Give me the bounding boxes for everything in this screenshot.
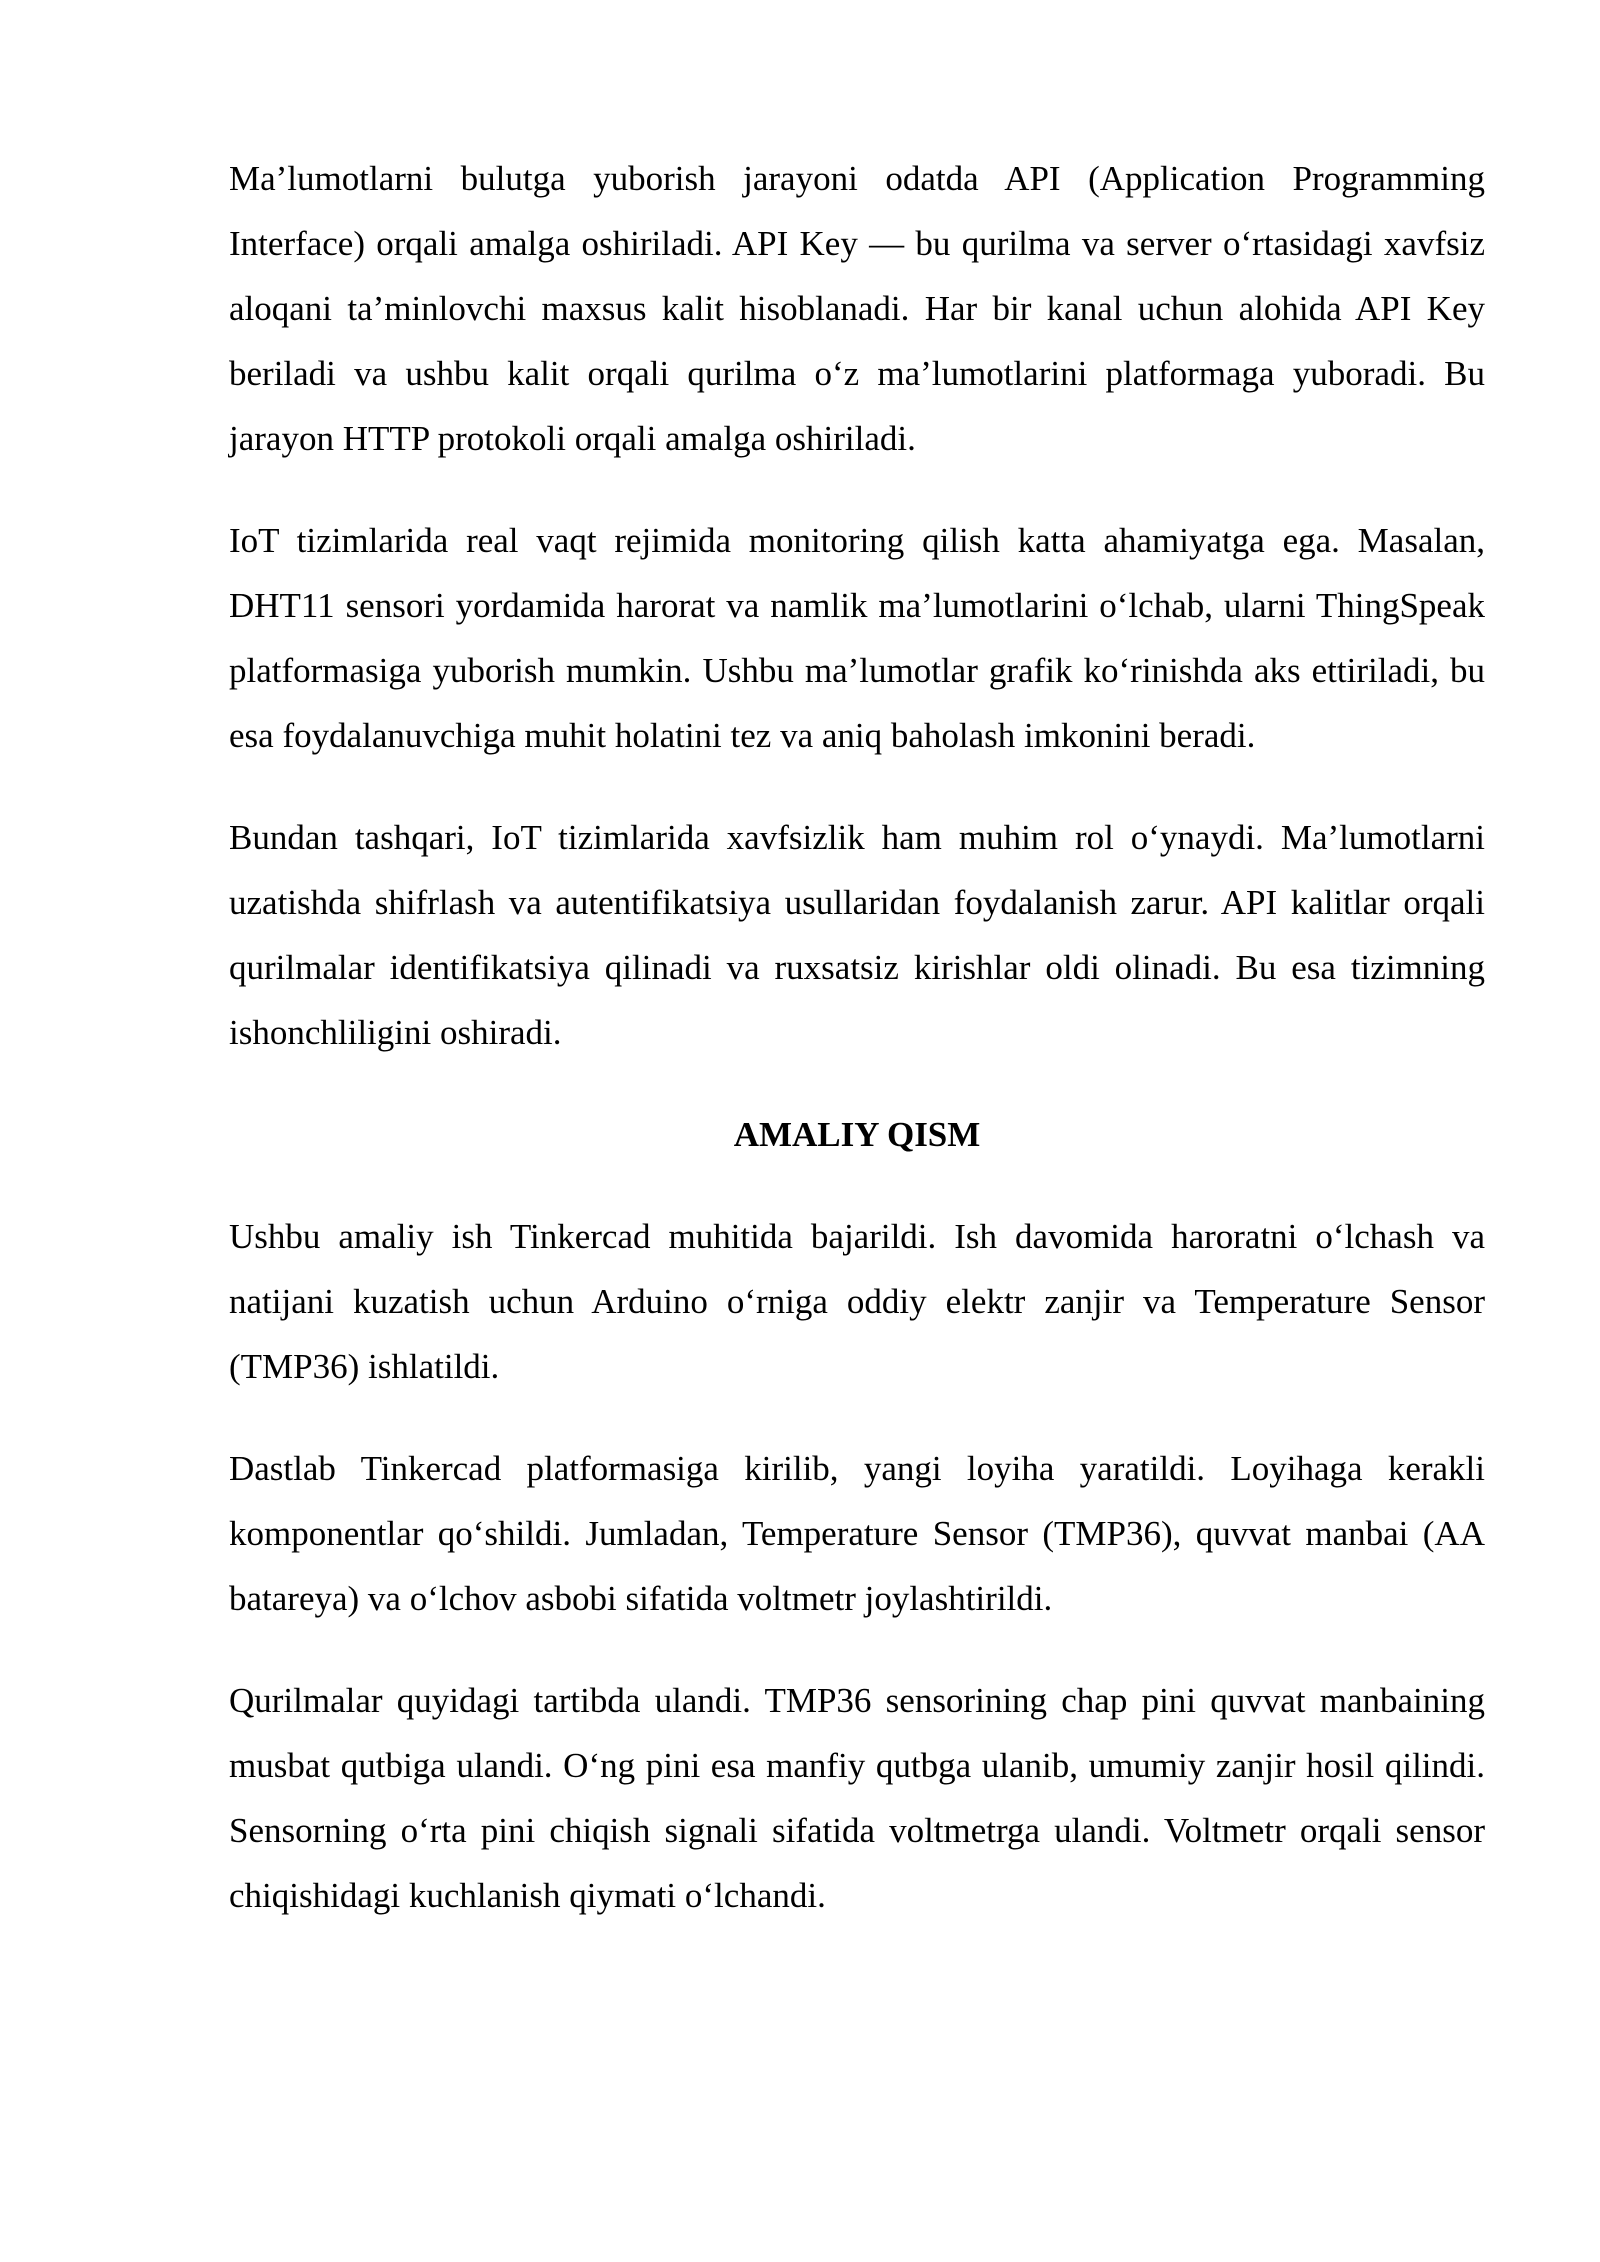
paragraph-practical-intro: Ushbu amaliy ish Tinkercad muhitida bajarildi. Ish davomida haroratni o‘lchash va natijani kuzatish uchun Arduino o‘rniga oddiy elektr zanjir va Temperature Sensor (TMP36) ishlatildi. bbox=[229, 1217, 1485, 1386]
paragraph-api-key: Ma’lumotlarni bulutga yuborish jarayoni odatda API (Application Programming Interface) orqali amalga oshiriladi. API Key — bu qurilma va server o‘rtasidagi xavfsiz aloqani ta’minlovchi maxsus kalit hisoblanadi. Har bir kanal uchun alohida API Key beriladi va ushbu kalit orqali qurilma o‘z ma’lumotlarini platformaga yuboradi. Bu jarayon HTTP protokoli orqali amalga oshiriladi. bbox=[229, 159, 1485, 458]
paragraph-project-setup: Dastlab Tinkercad platformasiga kirilib, yangi loyiha yaratildi. Loyihaga kerakli komponentlar qo‘shildi. Jumladan, Temperature Sensor (TMP36), quvvat manbai (AA batareya) va o‘lchov asbobi sifatida voltmetr joylashtirildi. bbox=[229, 1449, 1485, 1618]
section-heading: AMALIY QISM bbox=[733, 1115, 981, 1154]
paragraph-wiring: Qurilmalar quyidagi tartibda ulandi. TMP36 sensorining chap pini quvvat manbaining musbat qutbiga ulandi. O‘ng pini esa manfiy qutbga ulanib, umumiy zanjir hosil qilindi. Sensorning o‘rta pini chiqish signali sifatida voltmetrga ulandi. Voltmetr orqali sensor chiqishidagi kuchlanish qiymati o‘lchandi. bbox=[229, 1681, 1485, 1915]
document-body bbox=[229, 146, 1485, 1965]
paragraph-security: Bundan tashqari, IoT tizimlarida xavfsizlik ham muhim rol o‘ynaydi. Ma’lumotlarni uzatishda shifrlash va autentifikatsiya usullaridan foydalanish zarur. API kalitlar orqali qurilmalar identifikatsiya qilinadi va ruxsatsiz kirishlar oldi olinadi. Bu esa tizimning ishonchliligini oshiradi. bbox=[229, 818, 1485, 1052]
paragraph-realtime-monitoring: IoT tizimlarida real vaqt rejimida monitoring qilish katta ahamiyatga ega. Masalan, DHT11 sensori yordamida harorat va namlik ma’lumotlarini o‘lchab, ularni ThingSpeak platformasiga yuborish mumkin. Ushbu ma’lumotlar grafik ko‘rinishda aks ettiriladi, bu esa foydalanuvchiga muhit holatini tez va aniq baholash imkonini beradi. bbox=[229, 521, 1485, 755]
